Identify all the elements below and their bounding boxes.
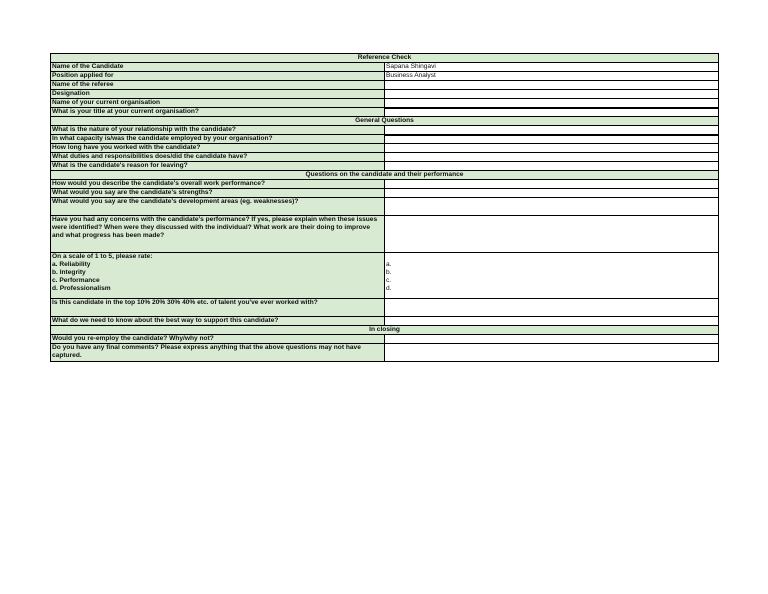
rating-item: a. Reliability (52, 261, 91, 268)
answer-cell[interactable] (385, 81, 719, 90)
rating-item: c. Performance (52, 277, 100, 284)
answer-cell[interactable] (385, 299, 719, 317)
question-cell: What is the nature of your relationship with the candidate? (51, 126, 385, 135)
question-cell: Name of the Candidate (51, 63, 385, 72)
question-cell: Position applied for (51, 72, 385, 81)
answer-cell[interactable] (385, 180, 719, 189)
question-cell: What is your title at your current organisation? (51, 108, 385, 117)
rating-intro: On a scale of 1 to 5, please rate: (52, 253, 153, 260)
question-cell: In what capacity is/was the candidate employed by your organisation? (51, 135, 385, 144)
answer-cell[interactable] (385, 198, 719, 216)
answer-cell[interactable] (385, 90, 719, 99)
section-header-performance: Questions on the candidate and their performance (51, 171, 719, 180)
rating-answer[interactable]: b. (386, 269, 392, 276)
question-cell: Name of your current organisation (51, 99, 385, 108)
question-cell: What would you say are the candidate's strengths? (51, 189, 385, 198)
answer-cell[interactable] (385, 153, 719, 162)
question-cell: What is the candidate's reason for leaving? (51, 162, 385, 171)
rating-answer-cell[interactable] (385, 253, 719, 299)
question-cell: What do we need to know about the best way to support this candidate? (51, 317, 385, 326)
answer-cell[interactable] (385, 216, 719, 253)
answer-cell[interactable] (385, 317, 719, 326)
answer-cell[interactable] (385, 108, 719, 117)
answer-cell[interactable] (385, 126, 719, 135)
question-cell: Name of the referee (51, 81, 385, 90)
answer-cell[interactable] (385, 99, 719, 108)
answer-cell[interactable] (385, 189, 719, 198)
rating-question-cell (51, 253, 385, 299)
question-cell: Would you re-employ the candidate? Why/why not? (51, 335, 385, 344)
question-cell: How would you describe the candidate's overall work performance? (51, 180, 385, 189)
rating-answer[interactable]: a. (386, 261, 392, 268)
answer-cell[interactable] (385, 162, 719, 171)
rating-item: d. Professionalism (52, 285, 111, 292)
answer-cell[interactable] (385, 135, 719, 144)
question-cell: Designation (51, 90, 385, 99)
question-cell: What would you say are the candidate's development areas (eg. weaknesses)? (51, 198, 385, 216)
table-title: Reference Check (51, 54, 719, 63)
question-cell: What duties and responsibilities does/did the candidate have? (51, 153, 385, 162)
question-cell: Do you have any final comments? Please express anything that the above questions may not have captured. (51, 344, 385, 362)
rating-item: b. Integrity (52, 269, 86, 276)
question-cell: How long have you worked with the candidate? (51, 144, 385, 153)
rating-answer[interactable]: c. (386, 277, 392, 284)
question-cell: Is this candidate in the top 10% 20% 30% 40% etc. of talent you've ever worked with? (51, 299, 385, 317)
section-header-general: General Questions (51, 117, 719, 126)
answer-cell[interactable] (385, 144, 719, 153)
question-cell: Have you had any concerns with the candidate's performance? If yes, please explain when these issues were identified? When were they discussed with the individual? What work are their doing to improve and what progress has been made? (51, 216, 385, 253)
answer-cell[interactable] (385, 335, 719, 344)
rating-answer[interactable]: d. (386, 285, 392, 292)
answer-cell[interactable]: Sapana Shingavi (385, 63, 719, 72)
section-header-closing: In closing (51, 326, 719, 335)
answer-cell[interactable] (385, 344, 719, 362)
reference-check-table (50, 53, 719, 362)
answer-cell[interactable]: Business Analyst (385, 72, 719, 81)
